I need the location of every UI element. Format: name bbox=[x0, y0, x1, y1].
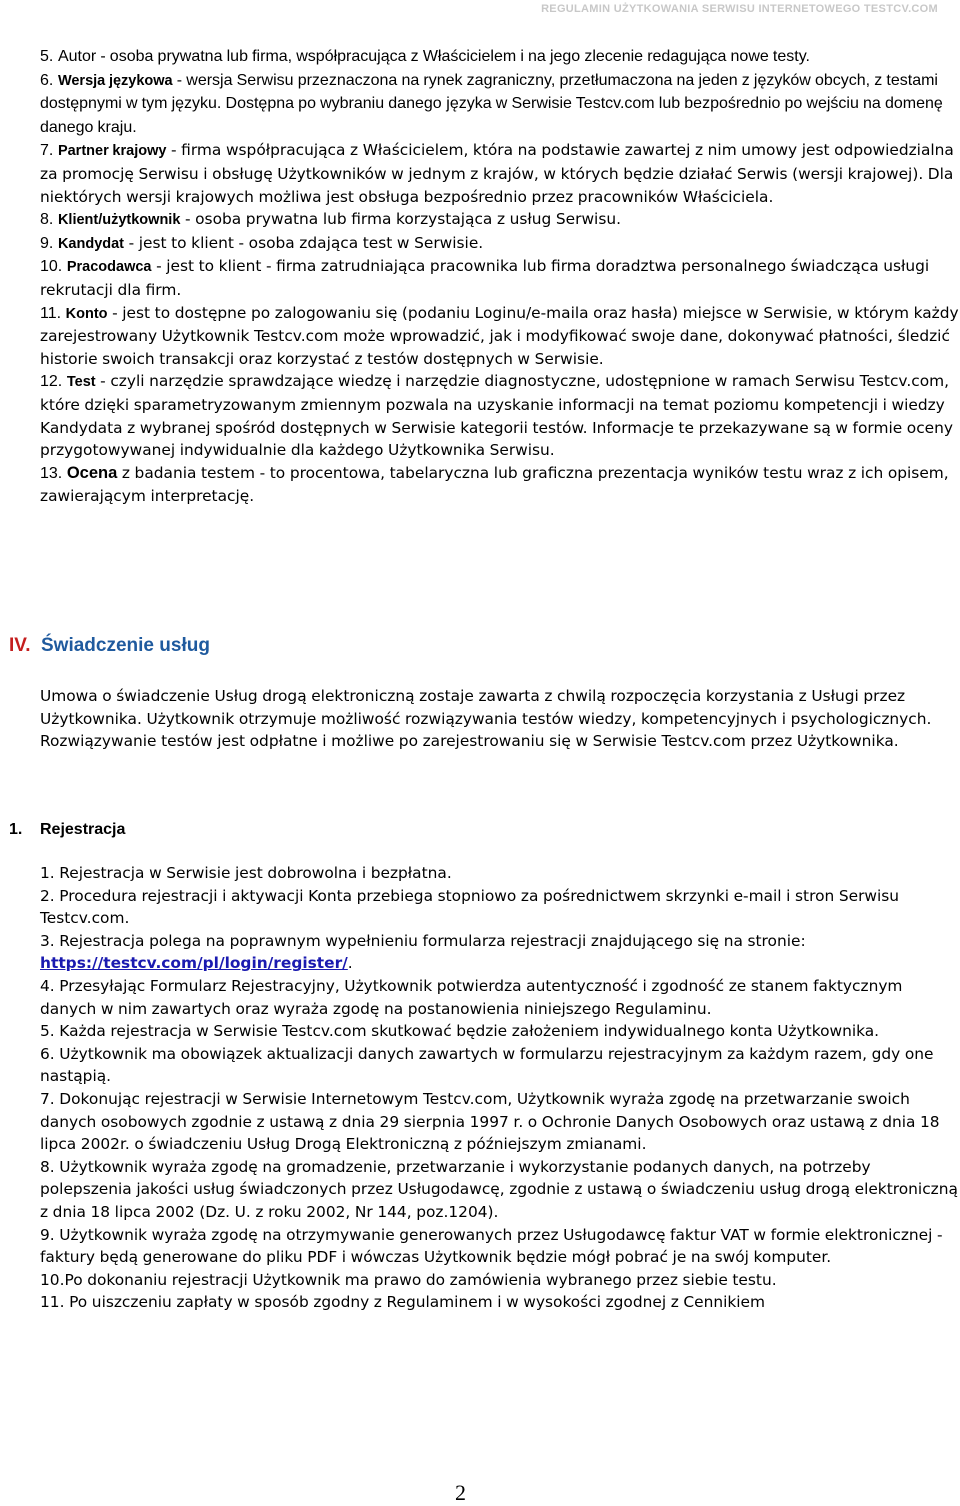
list-item: 9. Użytkownik wyraża zgodę na otrzymywanie generowanych przez Usługodawcę faktur VAT w formie elektronicznej - faktury będą generowane do pliku PDF i wówczas Użytkownik będzie mógł pobrać je na swój komputer. bbox=[40, 1225, 943, 1267]
list-item: 6. Użytkownik ma obowiązek aktualizacji danych zawartych w formularzu rejestracyjnym za każdym razem, gdy one nastąpią. bbox=[40, 1044, 934, 1086]
register-link[interactable]: https://testcv.com/pl/login/register/ bbox=[40, 954, 348, 973]
list-item: 10.Po dokonaniu rejestracji Użytkownik ma prawo do zamówienia wybranego przez siebie testu. bbox=[40, 1270, 777, 1289]
term: Partner krajowy bbox=[57, 143, 167, 160]
definition-12: 12. Test - czyli narzędzie sprawdzające wiedzę i narzędzie diagnostyczne, udostępnione w ramach Serwisu Testcv.com, które dzięki sparametryzowanym zmiennym pozwala na uzyskanie informacji na temat poziomu kompetencji i wiedzy Kandydata z wybranej spośród dostępnych w Serwisie kategorii testów. Informacje te przekazywane są w formie oceny przygotowywanej indywidualnie dla każdego Użytkownika Serwisu. bbox=[40, 372, 953, 460]
term: Wersja językowa bbox=[57, 72, 173, 89]
term: Test bbox=[66, 374, 96, 391]
section-number: IV. bbox=[9, 635, 31, 656]
term: Ocena bbox=[66, 463, 118, 482]
running-header: REGULAMIN UŻYTKOWANIA SERWISU INTERNETOWEGO TESTCV.COM bbox=[541, 3, 938, 15]
list-item: 2. Procedura rejestracji i aktywacji Konta przebiega stopniowo za pośrednictwem skrzynki e-mail i stron Serwisu Testcv.com. bbox=[40, 886, 900, 928]
term: Pracodawca bbox=[66, 259, 152, 276]
term: Autor bbox=[57, 48, 97, 65]
section-title: Świadczenie usług bbox=[41, 635, 210, 656]
term: Kandydat bbox=[57, 235, 125, 252]
definition-11: 11. Konto - jest to dostępne po zalogowaniu się (podaniu Loginu/e-maila oraz hasła) miejsce w Serwisie, w którym każdy zarejestrowany Użytkownik Testcv.com może wprowadzić, jak i modyfikować swoje dane, dokonywać płatności, śledzić historie swoich transakcji oraz korzystać z testów dostępnych w Serwisie. bbox=[40, 303, 959, 368]
term: Konto bbox=[65, 305, 108, 322]
definition-10: 10. Pracodawca - jest to klient - firma zatrudniająca pracownika lub firma doradztwa personalnego świadcząca usługi rekrutacji dla firm. bbox=[40, 257, 930, 299]
list-item: 7. Dokonując rejestracji w Serwisie Internetowym Testcv.com, Użytkownik wyraża zgodę na przetwarzanie swoich danych osobowych zgodnie z ustawą z dnia 29 sierpnia 1997 r. o Ochronie Danych Osobowych oraz ustawą z dnia 18 lipca 2002r. o świadczeniu Usług Drogą Elektroniczną z późniejszym zmianami. bbox=[40, 1089, 940, 1154]
definition-8: 8. Klient/użytkownik - osoba prywatna lub firma korzystająca z usług Serwisu. bbox=[40, 210, 621, 229]
subsection-title: Rejestracja bbox=[40, 821, 126, 838]
section-heading bbox=[9, 635, 210, 657]
subsection-number: 1. bbox=[9, 821, 23, 838]
list-item: 1. Rejestracja w Serwisie jest dobrowolna i bezpłatna. bbox=[40, 864, 452, 882]
list-item: 5. Każda rejestracja w Serwisie Testcv.com skutkować będzie założeniem indywidualnego konta Użytkownika. bbox=[40, 1022, 880, 1041]
definition-6: 6. Wersja językowa - wersja Serwisu przeznaczona na rynek zagraniczny, przetłumaczona na jeden z języków obcych, z testami dostępnymi w tym języku. Dostępna po wybraniu danego języka w Serwisie Testcv.com lub bezpośrednio po wejściu na domenę danego kraju. bbox=[40, 71, 943, 136]
definitions-list bbox=[40, 45, 960, 508]
list-item: 4. Przesyłając Formularz Rejestracyjny, Użytkownik potwierdza autentyczność i zgodność ze stanem faktycznym danych w nim zawartych oraz wyraża zgodę na postanowienia niniejszego Regulaminu. bbox=[40, 976, 903, 1018]
section-intro bbox=[40, 685, 960, 753]
intro-paragraph: Umowa o świadczenie Usług drogą elektroniczną zostaje zawarta z chwilą rozpoczęcia korzystania z Usługi przez Użytkownika. Użytkownik otrzymuje możliwość rozwiązywania testów wiedzy, kompetencyjnych i psychologicznych. Rozwiązywanie testów jest odpłatne i możliwe po zarejestrowaniu się w Serwisie Testcv.com przez Użytkownika. bbox=[40, 687, 932, 751]
list-item: 8. Użytkownik wyraża zgodę na gromadzenie, przetwarzanie i wykorzystanie podanych danych, na potrzeby polepszenia jakości usług świadczonych przez Usługodawcę, zgodnie z ustawą o świadczeniu usług drogą elektroniczną z dnia 18 lipca 2002 (Dz. U. z roku 2002, Nr 144, poz.1204). bbox=[40, 1157, 958, 1221]
definition-9: 9. Kandydat - jest to klient - osoba zdająca test w Serwisie. bbox=[40, 233, 484, 252]
list-item: 11. Po uiszczeniu zapłaty w sposób zgodny z Regulaminem i w wysokości zgodnej z Cennikiem bbox=[40, 1293, 766, 1312]
definition-7: 7. Partner krajowy - firma współpracująca z Właścicielem, która na podstawie zawartej z nim umowy jest odpowiedzialna za promocję Serwisu i obsługę Użytkowników w jednym z krajów, w których będzie działać Serwis (wersji krajowej). Dla niektórych wersji krajowych możliwa jest obsługa bezpośrednio przez pracowników Właściciela. bbox=[40, 141, 954, 206]
page-number: 2 bbox=[455, 1480, 466, 1505]
registration-list bbox=[40, 862, 960, 1314]
definition-13: 13. Ocena z badania testem - to procentowa, tabelaryczna lub graficzna prezentacja wyników testu wraz z ich opisem, zawierającym interpretację. bbox=[40, 463, 949, 506]
list-item: 3. Rejestracja polega na poprawnym wypełnieniu formularza rejestracji znajdującego się na stronie: https://testcv.com/pl/login/register/. bbox=[40, 931, 806, 973]
subsection-heading bbox=[9, 821, 125, 839]
definition-5: 5. Autor - osoba prywatna lub firma, współpracująca z Właścicielem i na jego zlecenie redagująca nowe testy. bbox=[40, 48, 810, 65]
term: Klient/użytkownik bbox=[57, 212, 181, 229]
